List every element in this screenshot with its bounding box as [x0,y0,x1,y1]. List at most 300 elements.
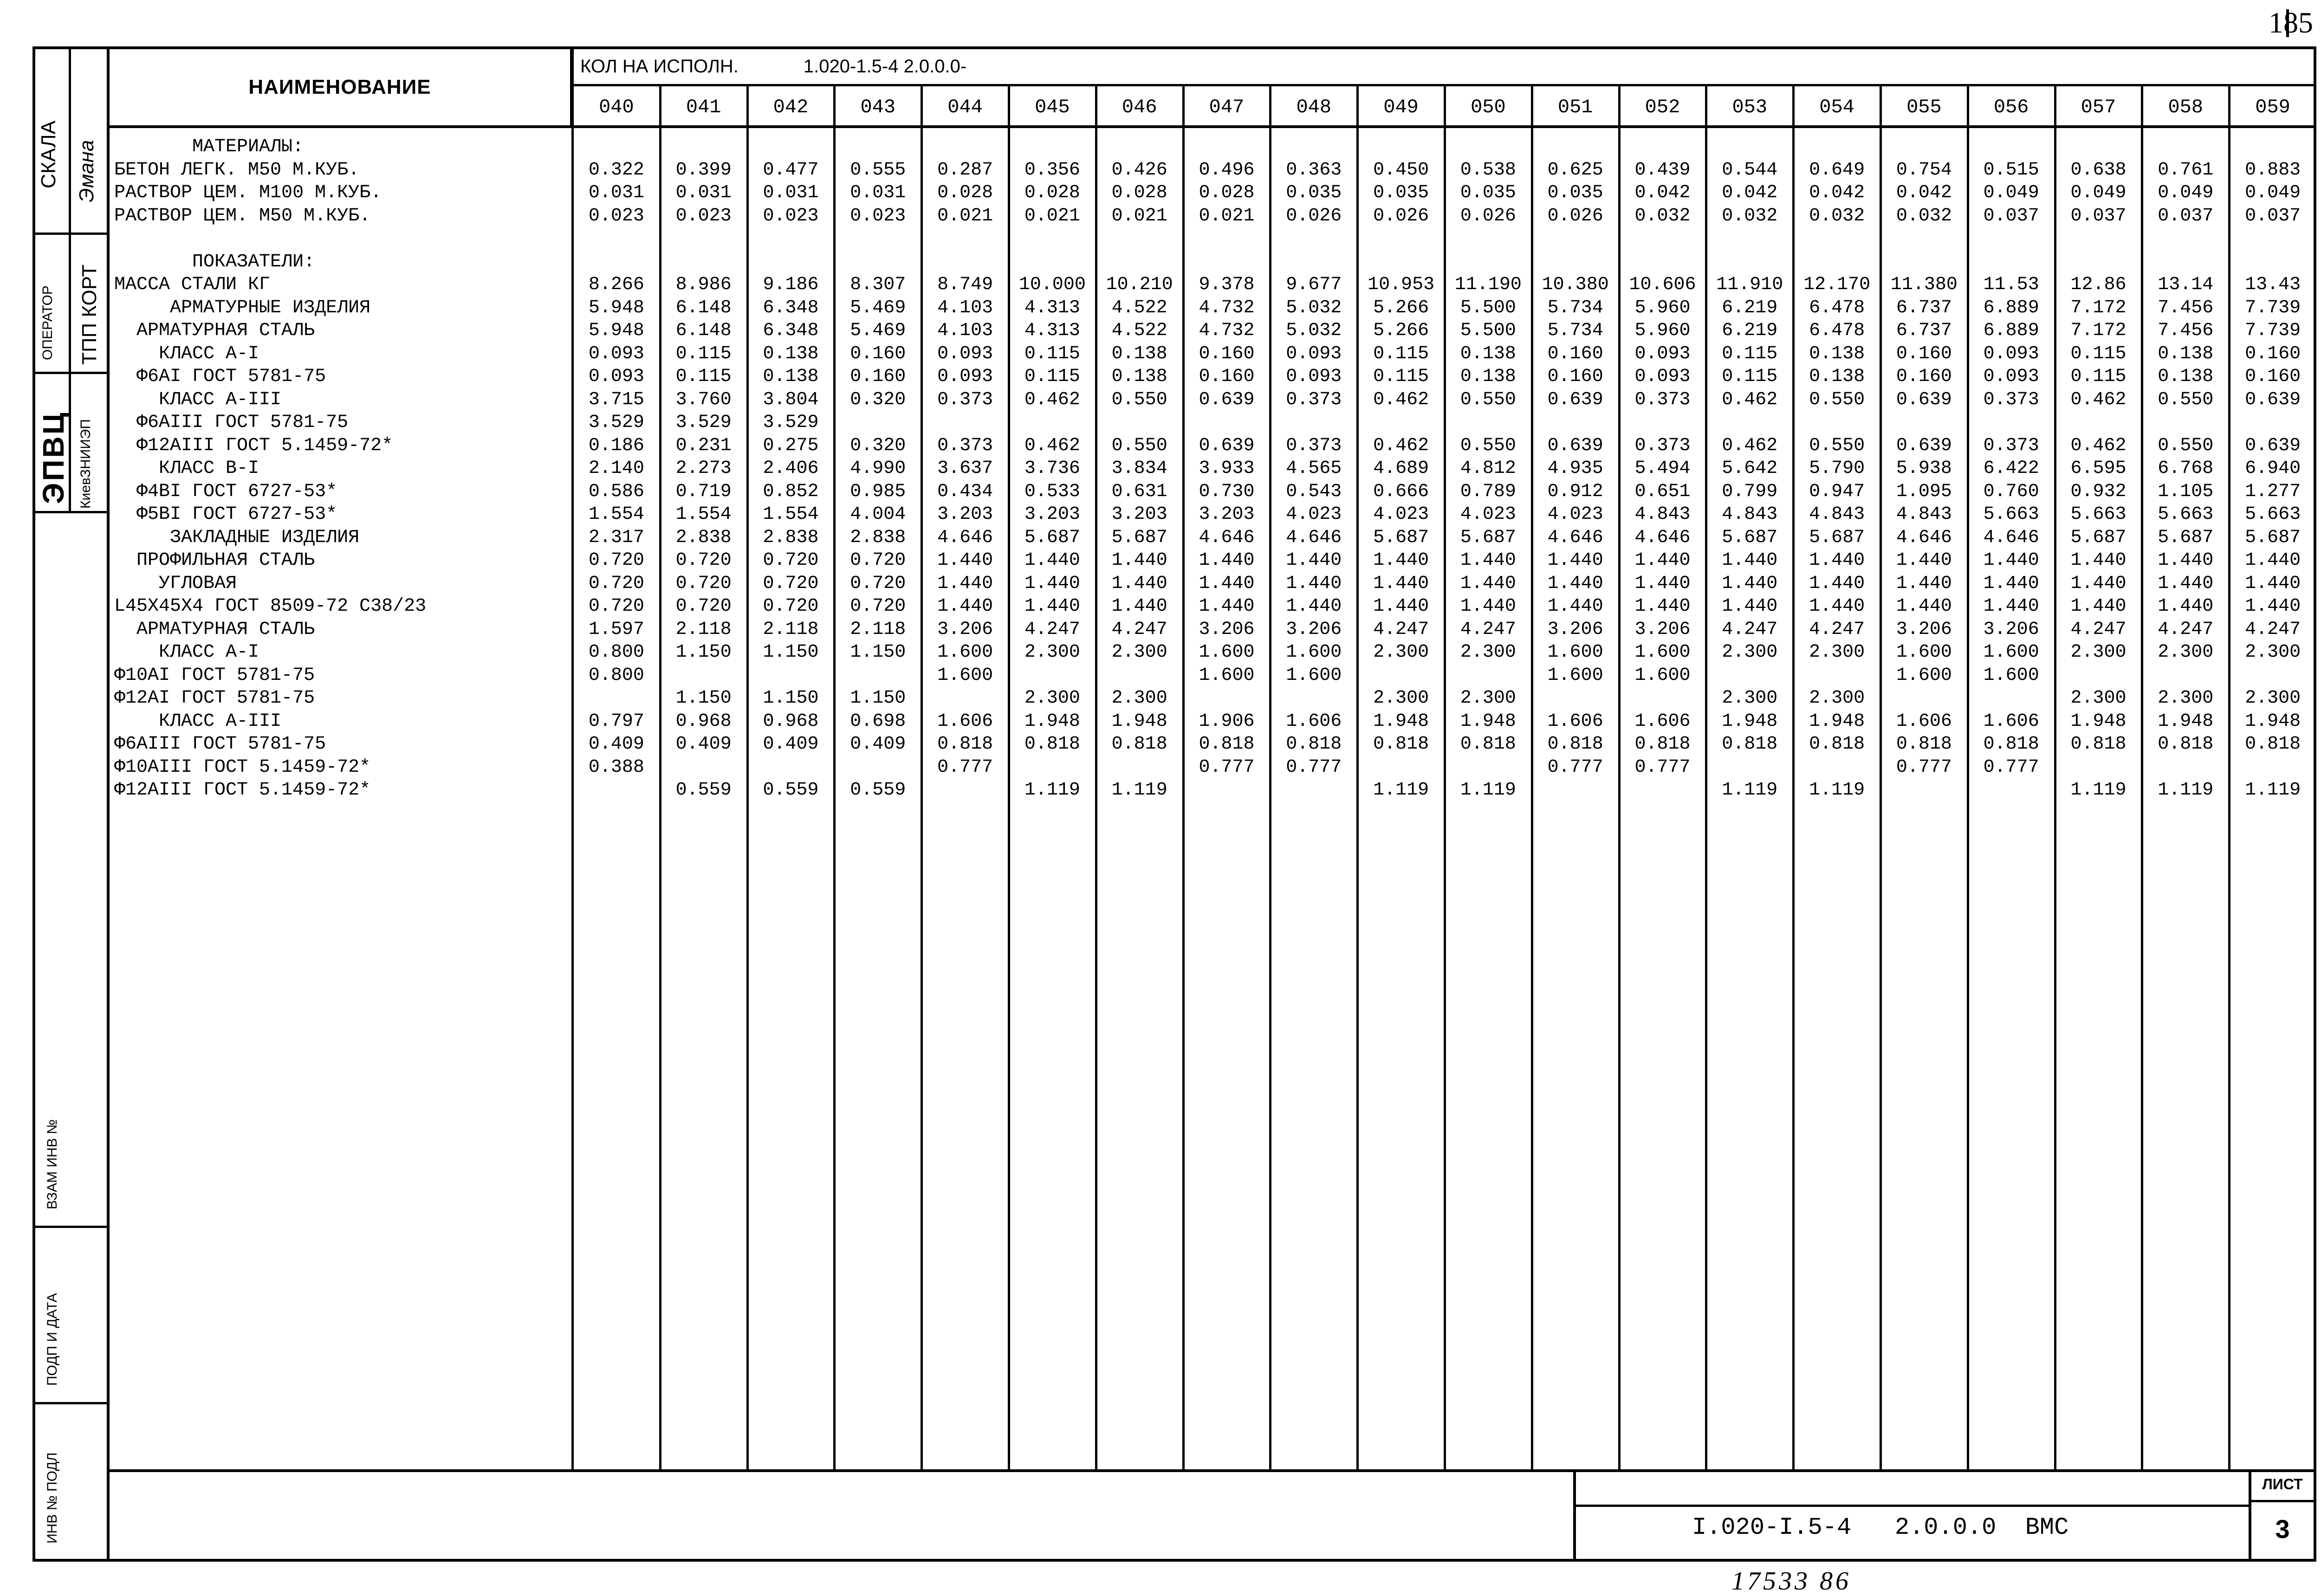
table-cell: 0.037 [1983,205,2039,226]
table-cell: 0.625 [1547,159,1603,181]
column-number: 042 [773,96,809,118]
table-cell: 0.093 [588,343,644,364]
row-label: Ф10АIII ГОСТ 5.1459-72* [114,756,371,778]
table-cell: 0.719 [675,481,732,502]
row-label: МАТЕРИАЛЫ: [114,136,304,157]
table-cell: 0.462 [1722,435,1778,456]
table-cell: 5.790 [1809,458,1865,479]
table-cell: 2.300 [2070,688,2127,709]
table-cell: 1.440 [2245,573,2301,594]
row-label: Ф6АIII ГОСТ 5781-75 [114,412,349,433]
table-cell: 5.687 [2158,527,2214,548]
table-cell: 4.522 [1111,320,1167,341]
table-cell: 4.732 [1199,297,1255,318]
org-code: ЭПВЦ [37,411,70,504]
table-cell: 0.388 [588,756,644,778]
column-number: 047 [1209,96,1245,118]
table-cell: 1.440 [1983,596,2039,617]
table-cell: 1.440 [1024,596,1080,617]
table-cell: 1.440 [1722,550,1778,571]
table-cell: 1.440 [2158,573,2214,594]
table-cell: 0.666 [1373,481,1429,502]
table-cell: 0.439 [1634,159,1691,181]
table-cell: 3.529 [675,412,732,433]
table-cell: 2.300 [2158,642,2214,663]
table-cell: 6.940 [2245,458,2301,479]
table-cell: 0.363 [1286,159,1342,181]
table-cell: 8.749 [937,274,993,295]
table-cell: 5.687 [2245,527,2301,548]
table-cell: 0.160 [1547,343,1603,364]
table-cell: 0.409 [850,734,906,755]
table-cell: 0.037 [2245,205,2301,226]
table-cell: 13.43 [2245,274,2301,295]
row-label: КЛАСС В-I [114,458,259,479]
column-number: 059 [2255,96,2290,118]
table-cell: 4.646 [937,527,993,548]
table-cell: 0.639 [1896,389,1952,410]
table-header [110,49,2316,128]
table-cell: 3.206 [1983,619,2039,640]
table-cell: 9.677 [1286,274,1342,295]
table-cell: 0.093 [1983,343,2039,364]
table-cell: 0.373 [1983,389,2039,410]
table-cell: 0.631 [1111,481,1167,502]
table-cell: 0.409 [588,734,644,755]
table-cell: 0.818 [1373,734,1429,755]
table-cell: 1.440 [1547,550,1603,571]
table-cell: 0.543 [1286,481,1342,502]
table-cell: 0.031 [850,182,906,203]
row-label: Ф12АIII ГОСТ 5.1459-72* [114,780,371,801]
table-cell: 2.118 [675,619,732,640]
table-cell: 5.469 [850,297,906,318]
table-cell: 2.118 [850,619,906,640]
table-cell: 3.834 [1111,458,1167,479]
table-cell: 6.737 [1896,320,1952,341]
inv-label: ВЗАМ ИНВ № [45,1119,60,1209]
table-cell: 0.028 [1111,182,1167,203]
table-cell: 0.373 [1286,435,1342,456]
table-cell: 0.550 [1809,435,1865,456]
table-cell: 9.186 [763,274,819,295]
table-cell: 0.720 [850,573,906,594]
table-cell: 4.843 [1722,504,1778,525]
table-cell: 1.440 [1983,550,2039,571]
table-cell: 0.049 [2070,182,2127,203]
table-cell: 0.649 [1809,159,1865,181]
column-number: 046 [1122,96,1157,118]
table-cell: 1.150 [850,688,906,709]
table-cell: 5.734 [1547,320,1603,341]
table-cell: 3.203 [1111,504,1167,525]
scale-label: СКАЛА [37,121,60,188]
table-cell: 3.529 [588,412,644,433]
title-block-divider [1576,1505,2249,1507]
table-cell: 11.380 [1890,274,1958,295]
table-cell: 2.838 [675,527,732,548]
table-cell: 5.663 [2245,504,2301,525]
table-cell: 1.600 [1896,642,1952,663]
table-cell: 1.150 [763,688,819,709]
table-cell: 4.247 [1809,619,1865,640]
table-cell: 1.095 [1896,481,1952,502]
table-cell: 1.440 [1896,573,1952,594]
row-label: Ф5ВI ГОСТ 6727-53* [114,504,337,525]
table-cell: 5.032 [1286,320,1342,341]
table-cell: 5.663 [1983,504,2039,525]
table-cell: 1.440 [1722,573,1778,594]
table-cell: 0.760 [1983,481,2039,502]
table-cell: 0.037 [2158,205,2214,226]
inv-orig-label: ИНВ № ПОДЛ [45,1452,60,1544]
table-cell: 1.948 [2158,711,2214,732]
row-label: Ф12АIII ГОСТ 5.1459-72* [114,435,393,456]
table-cell: 0.115 [1024,343,1080,364]
table-cell: 0.032 [1634,205,1691,226]
table-cell: 0.409 [675,734,732,755]
table-cell: 0.049 [2158,182,2214,203]
table-cell: 5.500 [1460,320,1516,341]
table-cell: 4.247 [1111,619,1167,640]
table-cell: 0.639 [1199,389,1255,410]
row-label: Ф6АIII ГОСТ 5781-75 [114,734,326,755]
table-cell: 1.554 [763,504,819,525]
table-cell: 0.026 [1460,205,1516,226]
table-cell: 1.440 [1896,596,1952,617]
table-cell: 1.440 [1373,596,1429,617]
table-cell: 0.160 [1896,343,1952,364]
strip-cell-operator [35,235,107,374]
table-cell: 0.160 [2245,343,2301,364]
table-cell: 1.440 [1199,550,1255,571]
table-cell: 1.606 [1547,711,1603,732]
table-cell: 5.663 [2158,504,2214,525]
table-cell: 1.440 [1111,596,1167,617]
strip-cell-scale [35,49,107,235]
table-cell: 1.948 [1722,711,1778,732]
table-cell: 1.119 [2245,780,2301,801]
table-cell: 5.960 [1634,297,1691,318]
table-cell: 0.160 [1199,366,1255,387]
table-cell: 12.86 [2070,274,2127,295]
table-cell: 3.206 [1896,619,1952,640]
table-cell: 1.119 [1809,780,1865,801]
table-cell: 3.804 [763,389,819,410]
table-cell: 0.968 [763,711,819,732]
table-cell: 4.103 [937,297,993,318]
drawing-sheet [32,46,2316,1562]
table-cell: 6.478 [1809,320,1865,341]
table-cell: 0.818 [1634,734,1691,755]
table-cell: 6.889 [1983,320,2039,341]
table-cell: 0.559 [850,780,906,801]
table-cell: 0.138 [1460,366,1516,387]
sheet-number: 3 [2275,1514,2290,1544]
row-label: Ф4ВI ГОСТ 6727-53* [114,481,337,502]
table-cell: 0.818 [1896,734,1952,755]
table-cell: 0.115 [1722,366,1778,387]
table-cell: 4.023 [1286,504,1342,525]
table-cell: 0.550 [1460,389,1516,410]
table-cell: 5.266 [1373,297,1429,318]
row-label: РАСТВОР ЦЕМ. М100 М.КУБ. [114,182,382,203]
table-cell: 1.600 [1896,665,1952,686]
table-cell: 1.600 [1634,642,1691,663]
table-cell: 4.023 [1373,504,1429,525]
table-cell: 0.800 [588,665,644,686]
table-cell: 4.812 [1460,458,1516,479]
table-cell: 0.021 [1024,205,1080,226]
table-cell: 3.203 [1199,504,1255,525]
column-number: 057 [2081,96,2116,118]
table-cell: 0.138 [763,366,819,387]
table-cell: 4.247 [2070,619,2127,640]
table-cell: 1.440 [1460,596,1516,617]
table-cell: 1.150 [675,642,732,663]
table-cell: 1.105 [2158,481,2214,502]
table-cell: 0.115 [1024,366,1080,387]
table-cell: 4.843 [1809,504,1865,525]
table-cell: 1.440 [1199,573,1255,594]
sheet-label: ЛИСТ [2262,1476,2303,1493]
table-cell: 4.646 [1634,527,1691,548]
table-cell: 0.160 [1547,366,1603,387]
table-cell: 4.522 [1111,297,1167,318]
table-cell: 0.730 [1199,481,1255,502]
table-cell: 1.119 [1373,780,1429,801]
table-cell: 2.300 [1111,642,1167,663]
table-cell: 0.496 [1199,159,1255,181]
table-cell: 0.031 [763,182,819,203]
table-cell: 4.247 [2245,619,2301,640]
table-cell: 0.912 [1547,481,1603,502]
table-cell: 0.026 [1547,205,1603,226]
table-cell: 2.300 [1373,642,1429,663]
table-cell: 0.042 [1809,182,1865,203]
materials-table [110,49,2316,1469]
column-number: 045 [1035,96,1070,118]
table-cell: 5.032 [1286,297,1342,318]
table-cell: 1.440 [1111,550,1167,571]
table-cell: 0.138 [1111,343,1167,364]
table-cell: 0.985 [850,481,906,502]
table-cell: 0.031 [675,182,732,203]
table-cell: 4.646 [1286,527,1342,548]
table-cell: 0.409 [763,734,819,755]
table-cell: 6.148 [675,320,732,341]
table-cell: 1.600 [1199,642,1255,663]
table-cell: 0.462 [1024,435,1080,456]
table-cell: 2.300 [2070,642,2127,663]
table-cell: 1.119 [1722,780,1778,801]
table-cell: 6.478 [1809,297,1865,318]
table-cell: 0.021 [1199,205,1255,226]
table-cell: 1.440 [1024,573,1080,594]
table-cell: 1.600 [1199,665,1255,686]
table-cell: 6.889 [1983,297,2039,318]
table-cell: 2.273 [675,458,732,479]
table-cell: 3.760 [675,389,732,410]
side-strip [35,49,110,1559]
table-cell: 1.600 [937,665,993,686]
table-cell: 1.119 [1024,780,1080,801]
table-cell: 0.028 [937,182,993,203]
table-cell: 0.720 [588,596,644,617]
row-label: МАССА СТАЛИ КГ [114,274,271,295]
table-cell: 10.953 [1368,274,1435,295]
table-cell: 12.170 [1803,274,1871,295]
table-cell: 6.148 [675,297,732,318]
table-cell: 1.440 [1199,596,1255,617]
table-cell: 0.818 [2245,734,2301,755]
table-cell: 0.818 [2158,734,2214,755]
table-cell: 10.606 [1629,274,1696,295]
table-cell: 5.469 [850,320,906,341]
table-cell: 0.789 [1460,481,1516,502]
table-cell: 0.818 [1460,734,1516,755]
table-cell: 0.586 [588,481,644,502]
table-cell: 0.968 [675,711,732,732]
table-cell: 4.565 [1286,458,1342,479]
table-cell: 2.140 [588,458,644,479]
table-cell: 0.138 [2158,366,2214,387]
table-cell: 1.440 [1547,573,1603,594]
table-cell: 4.247 [1460,619,1516,640]
table-cell: 4.023 [1460,504,1516,525]
title-doc-code: I.020-I.5-4 2.0.0.0 ВМС [1692,1514,2069,1541]
table-cell: 1.440 [1111,573,1167,594]
table-cell: 0.720 [588,550,644,571]
table-cell: 0.138 [1111,366,1167,387]
table-cell: 4.023 [1547,504,1603,525]
table-cell: 0.462 [1373,435,1429,456]
table-cell: 3.736 [1024,458,1080,479]
table-cell: 2.300 [2245,688,2301,709]
table-cell: 10.210 [1106,274,1173,295]
table-cell: 1.440 [1634,596,1691,617]
row-label: КЛАСС А-I [114,343,259,364]
table-cell: 6.348 [763,320,819,341]
table-cell: 0.883 [2245,159,2301,181]
table-cell: 4.103 [937,320,993,341]
table-cell: 2.838 [763,527,819,548]
table-cell: 5.687 [2070,527,2127,548]
row-label: L45Х45Х4 ГОСТ 8509-72 С38/23 [114,596,427,617]
table-cell: 4.247 [2158,619,2214,640]
name-column-header: НАИМЕНОВАНИЕ [110,49,573,125]
table-cell: 1.440 [1286,573,1342,594]
column-number: 041 [686,96,721,118]
bottom-stamp: 17533 86 [1731,1567,1851,1596]
table-cell: 0.160 [1199,343,1255,364]
table-cell: 1.277 [2245,481,2301,502]
table-cell: 0.373 [1634,389,1691,410]
table-cell: 1.600 [1634,665,1691,686]
table-cell: 0.818 [1547,734,1603,755]
column-number: 052 [1645,96,1680,118]
table-cell: 0.720 [588,573,644,594]
table-cell: 0.777 [1199,756,1255,778]
column-number: 054 [1819,96,1854,118]
table-cell: 5.687 [1024,527,1080,548]
table-cell: 0.818 [1111,734,1167,755]
table-cell: 2.118 [763,619,819,640]
table-cell: 1.600 [937,642,993,663]
table-cell: 0.818 [1286,734,1342,755]
column-number: 058 [2168,96,2204,118]
table-cell: 0.777 [1547,756,1603,778]
table-cell: 0.021 [1111,205,1167,226]
table-cell: 4.843 [1896,504,1952,525]
strip-cell-inv [35,1070,107,1228]
table-cell: 0.275 [763,435,819,456]
table-cell: 2.300 [1460,688,1516,709]
table-cell: 4.646 [1547,527,1603,548]
table-cell: 7.172 [2070,297,2127,318]
table-cell: 5.642 [1722,458,1778,479]
strip-cell-inv-orig [35,1404,107,1562]
table-cell: 0.639 [1547,435,1603,456]
table-cell: 10.000 [1018,274,1086,295]
table-cell: 4.313 [1024,320,1080,341]
column-number: 051 [1557,96,1593,118]
table-cell: 0.035 [1547,182,1603,203]
table-cell: 0.550 [2158,389,2214,410]
table-cell: 0.042 [1634,182,1691,203]
sheet-divider [2251,1500,2314,1502]
table-cell: 0.035 [1460,182,1516,203]
column-number: 043 [860,96,896,118]
table-cell: 6.768 [2158,458,2214,479]
table-cell: 0.559 [763,780,819,801]
table-cell: 5.948 [588,320,644,341]
table-cell: 0.761 [2158,159,2214,181]
table-cell: 2.838 [850,527,906,548]
table-cell: 0.698 [850,711,906,732]
table-cell: 1.440 [1373,550,1429,571]
table-cell: 3.203 [1024,504,1080,525]
table-cell: 1.440 [1809,573,1865,594]
table-cell: 0.638 [2070,159,2127,181]
column-number: 053 [1732,96,1768,118]
table-cell: 5.687 [1460,527,1516,548]
table-cell: 0.373 [937,435,993,456]
table-cell: 0.462 [1722,389,1778,410]
qty-label: КОЛ НА ИСПОЛН. [580,56,739,77]
table-cell: 0.777 [1983,756,2039,778]
column-number: 044 [947,96,983,118]
table-cell: 10.380 [1542,274,1609,295]
table-cell: 0.777 [937,756,993,778]
table-cell: 0.031 [588,182,644,203]
table-cell: 2.300 [1460,642,1516,663]
table-cell: 1.440 [1286,596,1342,617]
table-cell: 2.300 [1722,688,1778,709]
strip-cell-org [35,374,107,513]
row-label: БЕТОН ЛЕГК. М50 М.КУБ. [114,159,360,181]
table-cell: 1.597 [588,619,644,640]
table-cell: 0.115 [675,366,732,387]
row-label: КЛАСС А-III [114,711,282,732]
table-cell: 2.300 [2158,688,2214,709]
table-cell: 0.544 [1722,159,1778,181]
title-block-main [1573,1472,2249,1559]
table-cell: 4.646 [1896,527,1952,548]
row-label: ЗАКЛАДНЫЕ ИЗДЕЛИЯ [114,527,360,548]
table-cell: 0.720 [763,596,819,617]
table-cell: 0.538 [1460,159,1516,181]
